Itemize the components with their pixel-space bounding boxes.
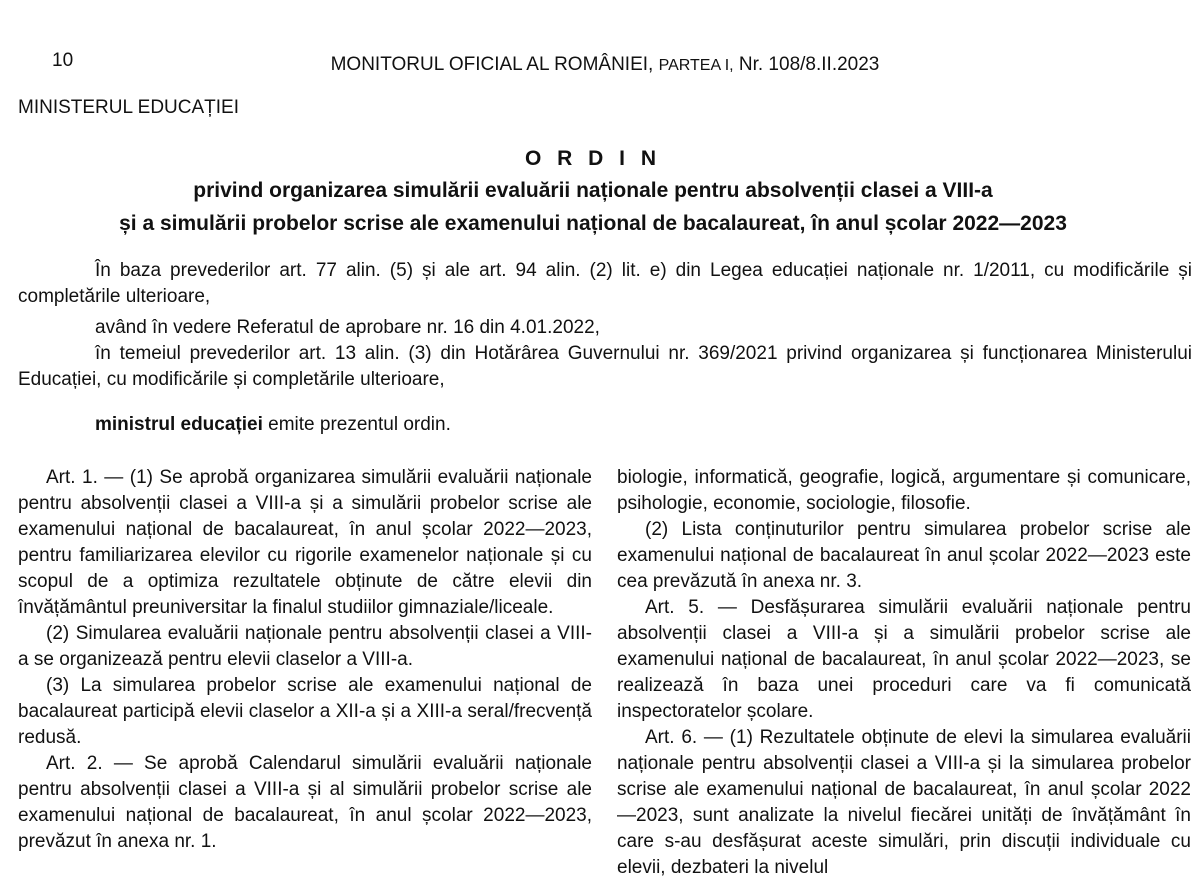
article-1-paragraph-3: (3) La simularea probelor scrise ale examenului național de bacalaureat participă elevii claselor a XII-a și a XIII-a seral/frecvență redusă. xyxy=(18,675,592,748)
running-header xyxy=(0,54,1200,76)
article-1-paragraph-1: Art. 1. — (1) Se aprobă organizarea simulării evaluării naționale pentru absolvenții clasei a VIII-a și a simulării probelor scrise ale examenului național de bacalaureat, în anul școlar 2022—2023, pentru familiarizarea elevilor cu rigorile examenelor naționale și cu scopul de a optimiza rezultatele obținute de către elevii din învățământul preuniversitar la finalul studiilor gimnaziale/liceale. xyxy=(18,467,592,618)
article-4-continuation: biologie, informatică, geografie, logică, argumentare și comunicare, psihologie, economie, sociologie, filosofie. xyxy=(617,467,1191,514)
page-number: 10 xyxy=(52,50,74,71)
article-5: Art. 5. — Desfășurarea simulării evaluării naționale pentru absolvenții clasei a VIII-a și a simulării probelor scrise ale examenului național de bacalaureat, în anul școlar 2022—2023, se realizează în baza unei proceduri care va fi comunicată inspectoratelor școlare. xyxy=(617,597,1191,722)
article-4-paragraph-2: (2) Lista conținuturilor pentru simularea probelor scrise ale examenului național de bacalaureat în anul școlar 2022—2023 este cea prevăzută în anexa nr. 3. xyxy=(617,519,1191,592)
minister-title: ministrul educației xyxy=(95,414,263,435)
preamble-minister xyxy=(95,412,1195,438)
document-subtitle-line-1: privind organizarea simulării evaluării naționale pentru absolvenții clasei a VIII-a xyxy=(193,179,993,202)
issuer: MINISTERUL EDUCAȚIEI xyxy=(18,97,239,118)
document-subtitle-line-2: și a simulării probelor scrise ale examenului național de bacalaureat, în anul școlar 2022—2023 xyxy=(119,212,1067,235)
preamble-legal-basis: În baza prevederilor art. 77 alin. (5) și ale art. 94 alin. (2) lit. e) din Legea educației naționale nr. 1/2011, cu modificările și completările ulterioare, xyxy=(18,260,1192,307)
left-column xyxy=(18,465,592,855)
publication-part: PARTEA I, xyxy=(658,57,734,74)
preamble-government-decision: în temeiul prevederilor art. 13 alin. (3) din Hotărârea Guvernului nr. 369/2021 privind organizarea și funcționarea Ministerului Educației, cu modificările și completările ulterioare, xyxy=(18,343,1192,390)
document-title: O R D I N xyxy=(524,147,661,170)
preamble-report: având în vedere Referatul de aprobare nr. 16 din 4.01.2022, xyxy=(95,317,600,338)
minister-statement: emite prezentul ordin. xyxy=(262,414,451,435)
article-2: Art. 2. — Se aprobă Calendarul simulării evaluării naționale pentru absolvenții clasei a VIII-a și al simulării probelor scrise ale examenului național de bacalaureat, în anul școlar 2022—2023, prevăzut în anexa nr. 1. xyxy=(18,753,592,852)
article-6-paragraph-1: Art. 6. — (1) Rezultatele obținute de elevi la simularea evaluării naționale pentru absolvenții clasei a VIII-a și la simularea probelor scrise ale examenului național de bacalaureat, în anul școlar 2022—2023, sunt analizate la nivelul fiecărei unități de învățământ în care s-au desfășurat aceste simulări, prin discuții individuale cu elevii, dezbateri la nivelul xyxy=(617,727,1191,878)
right-column xyxy=(617,465,1191,881)
article-1-paragraph-2: (2) Simularea evaluării naționale pentru absolvenții clasei a VIII-a se organizează pentru elevii claselor a VIII-a. xyxy=(18,623,592,670)
publication-name: MONITORUL OFICIAL AL ROMÂNIEI, xyxy=(330,54,654,75)
issue-number: Nr. 108/8.II.2023 xyxy=(738,54,880,75)
